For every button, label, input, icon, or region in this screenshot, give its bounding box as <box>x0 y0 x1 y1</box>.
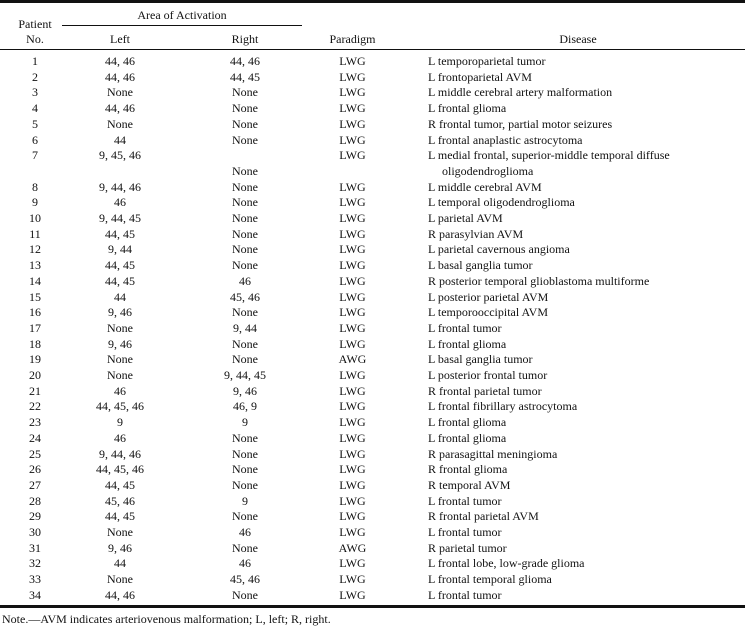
cell-right-activation: 46 <box>239 556 251 571</box>
cell-right-activation: None <box>232 179 258 194</box>
cell-left-activation: 9, 45, 46 <box>99 148 141 163</box>
cell-disease: R frontal parietal AVM <box>428 509 539 524</box>
cell-patient-no: 28 <box>29 493 41 508</box>
cell-patient-no: 22 <box>29 399 41 414</box>
cell-left-activation: 44, 45 <box>105 477 135 492</box>
cell-left-activation: 44 <box>114 132 126 147</box>
cell-patient-no: 5 <box>32 116 38 131</box>
cell-patient-no: 10 <box>29 211 41 225</box>
cell-patient-no: 6 <box>32 132 38 147</box>
header-patient-line1: Patient <box>18 17 52 31</box>
cell-left-activation: 9, 44 <box>108 242 132 257</box>
cell-disease: L frontal tumor <box>428 525 502 539</box>
cell-disease: L posterior frontal tumor <box>428 368 548 382</box>
cell-disease: L frontal temporal glioma <box>428 572 552 587</box>
cell-left-activation: 44, 45 <box>105 273 135 288</box>
cell-right-activation: 45, 46 <box>230 572 260 587</box>
cell-right-activation: None <box>232 587 258 602</box>
cell-paradigm: LWG <box>339 85 366 100</box>
cell-left-activation: 44 <box>114 556 126 571</box>
cell-left-activation: 9, 46 <box>108 336 132 351</box>
cell-paradigm: LWG <box>339 54 366 68</box>
cell-left-activation: None <box>107 352 133 367</box>
cell-left-activation: 44 <box>114 289 126 304</box>
cell-patient-no: 27 <box>29 477 41 492</box>
cell-disease: L temporoparietal tumor <box>428 54 546 68</box>
cell-patient-no: 26 <box>29 462 41 477</box>
cell-left-activation: 44, 46 <box>105 54 135 68</box>
cell-disease: L parietal AVM <box>428 211 503 225</box>
cell-disease: L posterior parietal AVM <box>428 289 549 304</box>
cell-patient-no: 30 <box>29 525 41 539</box>
cell-patient-no: 18 <box>29 336 41 351</box>
cell-left-activation: 44, 46 <box>105 101 135 116</box>
cell-paradigm: LWG <box>339 69 366 84</box>
cell-right-activation: 46 <box>239 273 251 288</box>
cell-right-activation: 9 <box>242 493 248 508</box>
cell-patient-no: 31 <box>29 540 41 555</box>
cell-disease: R temporal AVM <box>428 477 511 492</box>
cell-right-activation: None <box>232 430 258 445</box>
cell-right-activation: None <box>232 242 258 257</box>
cell-paradigm: LWG <box>339 132 366 147</box>
cell-paradigm: LWG <box>339 446 366 461</box>
cell-right-activation: None <box>232 336 258 351</box>
table-top-rule <box>0 0 745 3</box>
cell-paradigm: LWG <box>339 493 366 508</box>
cell-disease: R posterior temporal glioblastoma multiforme <box>428 273 650 288</box>
header-patient-line2: No. <box>26 32 44 46</box>
cell-left-activation: None <box>107 572 133 587</box>
cell-disease: L basal ganglia tumor <box>428 258 533 273</box>
cell-left-activation: 44, 45 <box>105 258 135 273</box>
cell-paradigm: LWG <box>339 273 366 288</box>
cell-paradigm: LWG <box>339 116 366 131</box>
cell-left-activation: 44, 45 <box>105 226 135 241</box>
cell-right-activation: None <box>232 352 258 367</box>
cell-left-activation: None <box>107 116 133 131</box>
cell-right-activation: 9, 44 <box>233 320 257 335</box>
cell-right-activation: None <box>232 211 258 225</box>
cell-patient-no: 14 <box>29 273 41 288</box>
cell-right-activation: None <box>232 509 258 524</box>
cell-patient-no: 16 <box>29 305 41 320</box>
cell-patient-no: 11 <box>29 226 41 241</box>
cell-left-activation: None <box>107 85 133 100</box>
cell-patient-no: 19 <box>29 352 41 367</box>
cell-left-activation: 9, 44, 46 <box>99 179 141 194</box>
header-left: Left <box>110 32 130 46</box>
cell-patient-no: 29 <box>29 509 41 524</box>
cell-paradigm: LWG <box>339 399 366 414</box>
cell-paradigm: LWG <box>339 415 366 430</box>
cell-right-activation: 45, 46 <box>230 289 260 304</box>
cell-paradigm: LWG <box>339 148 366 163</box>
cell-patient-no: 13 <box>29 258 41 273</box>
cell-disease: L frontal lobe, low-grade glioma <box>428 556 585 571</box>
cell-disease: R parasagittal meningioma <box>428 446 558 461</box>
cell-right-activation: None <box>232 116 258 131</box>
cell-left-activation: 44, 46 <box>105 69 135 84</box>
cell-patient-no: 20 <box>29 368 41 382</box>
cell-disease: L frontoparietal AVM <box>428 69 532 84</box>
cell-right-activation: 46, 9 <box>233 399 257 414</box>
cell-patient-no: 2 <box>32 69 38 84</box>
cell-disease: L frontal tumor <box>428 320 502 335</box>
cell-patient-no: 17 <box>29 320 41 335</box>
cell-disease: L frontal fibrillary astrocytoma <box>428 399 578 414</box>
cell-left-activation: 46 <box>114 430 126 445</box>
cell-left-activation: 45, 46 <box>105 493 135 508</box>
cell-right-activation: None <box>232 132 258 147</box>
cell-patient-no: 32 <box>29 556 41 571</box>
cell-paradigm: LWG <box>339 320 366 335</box>
cell-patient-no: 8 <box>32 179 38 194</box>
cell-patient-no: 7 <box>32 148 38 163</box>
cell-right-activation: 9, 46 <box>233 383 257 398</box>
cell-patient-no: 9 <box>32 195 38 210</box>
cell-left-activation: None <box>107 320 133 335</box>
cell-right-activation: None <box>232 540 258 555</box>
cell-right-activation: None <box>232 258 258 273</box>
cell-disease: L middle cerebral artery malformation <box>428 85 613 100</box>
cell-disease: L frontal glioma <box>428 336 507 351</box>
header-rule <box>0 49 745 50</box>
cell-patient-no: 4 <box>32 101 38 116</box>
cell-disease: L medial frontal, superior-middle temporal diffuse <box>428 148 670 163</box>
cell-paradigm: AWG <box>338 352 367 367</box>
cell-patient-no: 34 <box>29 587 41 602</box>
cell-paradigm: LWG <box>339 226 366 241</box>
cell-paradigm: LWG <box>339 430 366 445</box>
cell-patient-no: 25 <box>29 446 41 461</box>
cell-paradigm: LWG <box>339 242 366 257</box>
cell-left-activation: 9, 46 <box>108 305 132 320</box>
cell-right-activation: 9 <box>242 415 248 430</box>
cell-left-activation: 9, 44, 46 <box>99 446 141 461</box>
cell-right-activation: None <box>232 446 258 461</box>
cell-left-activation: 44, 45, 46 <box>96 399 144 414</box>
cell-right-activation: None <box>232 163 258 178</box>
cell-right-activation: None <box>232 85 258 100</box>
cell-right-activation: None <box>232 305 258 320</box>
cell-disease: R frontal glioma <box>428 462 508 477</box>
cell-left-activation: 9, 46 <box>108 540 132 555</box>
cell-disease: R frontal tumor, partial motor seizures <box>428 116 613 131</box>
cell-paradigm: LWG <box>339 289 366 304</box>
cell-left-activation: 44, 45, 46 <box>96 462 144 477</box>
cell-patient-no: 3 <box>32 85 38 100</box>
cell-right-activation: None <box>232 226 258 241</box>
cell-left-activation: 46 <box>114 383 126 398</box>
cell-left-activation: 46 <box>114 195 126 210</box>
cell-disease: L temporooccipital AVM <box>428 305 548 320</box>
cell-left-activation: 44, 46 <box>105 587 135 602</box>
cell-left-activation: None <box>107 525 133 539</box>
cell-paradigm: LWG <box>339 195 366 210</box>
cell-patient-no: 1 <box>32 54 38 68</box>
cell-right-activation: 44, 45 <box>230 69 260 84</box>
header-paradigm: Paradigm <box>329 32 376 46</box>
header-area-of-activation: Area of Activation <box>137 8 227 22</box>
area-of-activation-rule <box>62 25 302 26</box>
cell-left-activation: 9 <box>117 415 123 430</box>
cell-paradigm: LWG <box>339 477 366 492</box>
cell-left-activation: 9, 44, 45 <box>99 211 141 225</box>
cell-right-activation: 44, 46 <box>230 54 260 68</box>
cell-disease: R parasylvian AVM <box>428 226 524 241</box>
cell-disease: L frontal tumor <box>428 587 502 602</box>
cell-paradigm: LWG <box>339 556 366 571</box>
cell-paradigm: LWG <box>339 211 366 225</box>
cell-disease: L basal ganglia tumor <box>428 352 533 367</box>
cell-right-activation: None <box>232 195 258 210</box>
cell-disease: R parietal tumor <box>428 540 507 555</box>
cell-right-activation: 9, 44, 45 <box>224 368 266 382</box>
cell-paradigm: LWG <box>339 383 366 398</box>
cell-right-activation: None <box>232 477 258 492</box>
cell-paradigm: LWG <box>339 101 366 116</box>
cell-disease: L frontal glioma <box>428 415 507 430</box>
cell-paradigm: LWG <box>339 368 366 382</box>
cell-paradigm: LWG <box>339 587 366 602</box>
cell-left-activation: 44, 45 <box>105 509 135 524</box>
cell-paradigm: LWG <box>339 462 366 477</box>
cell-disease: L parietal cavernous angioma <box>428 242 570 257</box>
cell-paradigm: LWG <box>339 525 366 539</box>
cell-disease: L frontal tumor <box>428 493 502 508</box>
cell-disease: L temporal oligodendroglioma <box>428 195 575 210</box>
cell-left-activation: None <box>107 368 133 382</box>
cell-right-activation: None <box>232 101 258 116</box>
cell-disease: oligodendroglioma <box>442 163 534 178</box>
cell-paradigm: AWG <box>338 540 367 555</box>
cell-paradigm: LWG <box>339 305 366 320</box>
header-right: Right <box>231 32 259 46</box>
cell-disease: L frontal anaplastic astrocytoma <box>428 132 583 147</box>
cell-disease: R frontal parietal tumor <box>428 383 542 398</box>
cell-paradigm: LWG <box>339 572 366 587</box>
cell-patient-no: 12 <box>29 242 41 257</box>
table-note: Note.—AVM indicates arteriovenous malformation; L, left; R, right. <box>2 612 331 626</box>
cell-disease: L middle cerebral AVM <box>428 179 542 194</box>
cell-disease: L frontal glioma <box>428 430 507 445</box>
cell-patient-no: 33 <box>29 572 41 587</box>
cell-paradigm: LWG <box>339 179 366 194</box>
cell-paradigm: LWG <box>339 509 366 524</box>
cell-disease: L frontal glioma <box>428 101 507 116</box>
cell-paradigm: LWG <box>339 258 366 273</box>
header-disease: Disease <box>559 32 597 46</box>
table-bottom-rule <box>0 605 745 608</box>
header-patient <box>18 17 52 47</box>
cell-patient-no: 23 <box>29 415 41 430</box>
cell-right-activation: None <box>232 462 258 477</box>
cell-paradigm: LWG <box>339 336 366 351</box>
cell-patient-no: 15 <box>29 289 41 304</box>
cell-patient-no: 21 <box>29 383 41 398</box>
cell-patient-no: 24 <box>29 430 41 445</box>
cell-right-activation: 46 <box>239 525 251 539</box>
